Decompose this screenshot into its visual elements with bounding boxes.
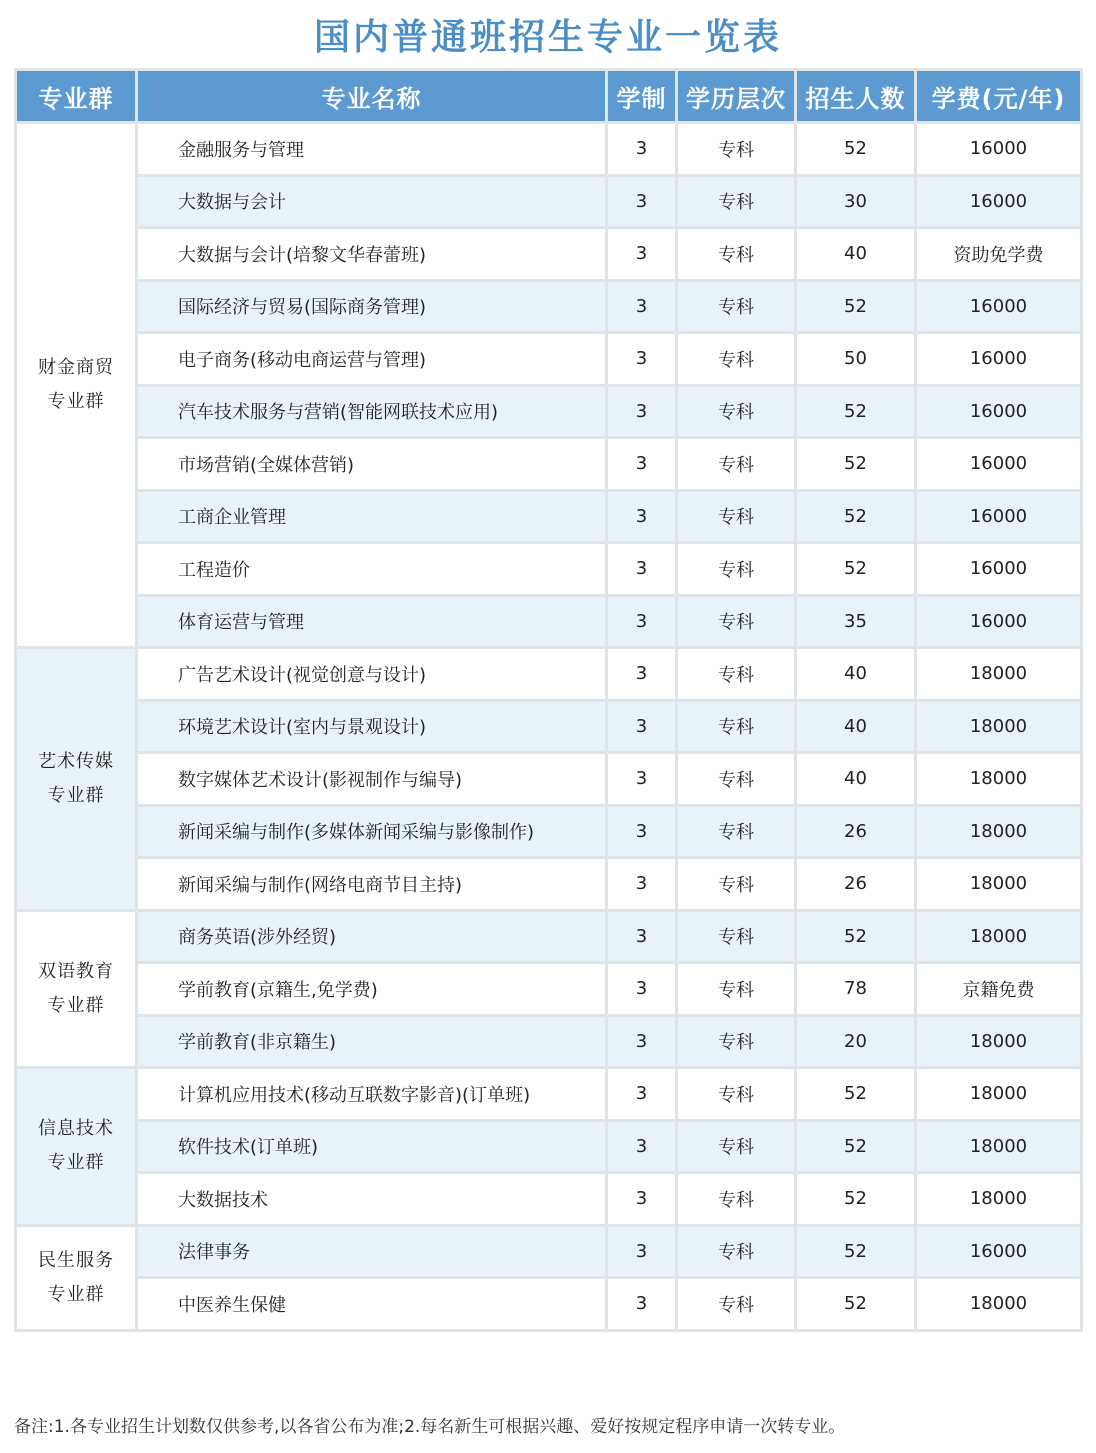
tuition-cell: 16000 — [916, 175, 1082, 228]
level-cell: 专科 — [677, 123, 796, 176]
years-cell: 3 — [607, 1068, 677, 1121]
major-name-cell: 汽车技术服务与营销(智能网联技术应用) — [137, 385, 607, 438]
group-name-line: 民生服务 — [38, 1249, 114, 1271]
column-header-tuition: 学费(元/年) — [916, 70, 1082, 123]
group-name-line: 专业群 — [47, 994, 105, 1016]
group-name-line: 专业群 — [47, 784, 105, 806]
level-cell: 专科 — [677, 753, 796, 806]
major-name-cell: 工商企业管理 — [137, 490, 607, 543]
level-cell: 专科 — [677, 1068, 796, 1121]
tuition-cell: 18000 — [916, 910, 1082, 963]
tuition-cell: 资助免学费 — [916, 228, 1082, 281]
enrollment-cell: 20 — [796, 1015, 916, 1068]
years-cell: 3 — [607, 910, 677, 963]
tuition-cell: 18000 — [916, 1278, 1082, 1331]
years-cell: 3 — [607, 1173, 677, 1226]
table-row — [16, 753, 1082, 806]
years-cell: 3 — [607, 438, 677, 491]
level-cell: 专科 — [677, 1225, 796, 1278]
tuition-cell: 18000 — [916, 1120, 1082, 1173]
tuition-cell: 16000 — [916, 1225, 1082, 1278]
table-row — [16, 175, 1082, 228]
level-cell: 专科 — [677, 805, 796, 858]
enrollment-cell: 52 — [796, 543, 916, 596]
footnote: 备注:1.各专业招生计划数仅供参考,以各省公布为准;2.每名新生可根据兴趣、爱好按规定程序申请一次转专业。 — [14, 1417, 846, 1437]
table-row — [16, 648, 1082, 701]
table-row — [16, 1225, 1082, 1278]
group-name-line: 财金商贸 — [38, 357, 114, 378]
enrollment-cell: 52 — [796, 1068, 916, 1121]
major-name-cell: 电子商务(移动电商运营与管理) — [137, 333, 607, 386]
years-cell: 3 — [607, 1120, 677, 1173]
level-cell: 专科 — [677, 700, 796, 753]
major-name-cell: 数字媒体艺术设计(影视制作与编导) — [137, 753, 607, 806]
level-cell: 专科 — [677, 228, 796, 281]
group-name-line: 信息技术 — [38, 1118, 114, 1140]
group-name-line: 专业群 — [47, 1152, 105, 1174]
level-cell: 专科 — [677, 1120, 796, 1173]
column-header-major-name: 专业名称 — [137, 70, 607, 123]
level-cell: 专科 — [677, 438, 796, 491]
table-row — [16, 595, 1082, 648]
group-name-line: 艺术传媒 — [38, 750, 114, 772]
major-name-cell: 新闻采编与制作(网络电商节目主持) — [137, 858, 607, 911]
years-cell: 3 — [607, 543, 677, 596]
table-row — [16, 385, 1082, 438]
level-cell: 专科 — [677, 1173, 796, 1226]
major-name-cell: 学前教育(京籍生,免学费) — [137, 963, 607, 1016]
table-row — [16, 1068, 1082, 1121]
enrollment-cell: 26 — [796, 805, 916, 858]
years-cell: 3 — [607, 753, 677, 806]
tuition-cell: 16000 — [916, 490, 1082, 543]
enrollment-cell: 52 — [796, 490, 916, 543]
page-title: 国内普通班招生专业一览表 — [313, 17, 782, 58]
group-cell — [16, 1225, 137, 1330]
column-header-enrollment: 招生人数 — [796, 70, 916, 123]
major-name-cell: 大数据技术 — [137, 1173, 607, 1226]
major-name-cell: 市场营销(全媒体营销) — [137, 438, 607, 491]
tuition-cell: 18000 — [916, 1068, 1082, 1121]
years-cell: 3 — [607, 385, 677, 438]
enrollment-cell: 78 — [796, 963, 916, 1016]
enrollment-cell: 52 — [796, 1225, 916, 1278]
years-cell: 3 — [607, 175, 677, 228]
table-row — [16, 333, 1082, 386]
major-name-cell: 大数据与会计(培黎文华春蕾班) — [137, 228, 607, 281]
enrollment-cell: 52 — [796, 910, 916, 963]
level-cell: 专科 — [677, 595, 796, 648]
column-header-group: 专业群 — [16, 70, 137, 123]
table-row — [16, 1173, 1082, 1226]
table-row — [16, 858, 1082, 911]
level-cell: 专科 — [677, 333, 796, 386]
level-cell: 专科 — [677, 1015, 796, 1068]
table-row — [16, 1015, 1082, 1068]
tuition-cell: 18000 — [916, 648, 1082, 701]
level-cell: 专科 — [677, 280, 796, 333]
years-cell: 3 — [607, 858, 677, 911]
column-header-years: 学制 — [607, 70, 677, 123]
major-name-cell: 环境艺术设计(室内与景观设计) — [137, 700, 607, 753]
enrollment-cell: 40 — [796, 700, 916, 753]
table-row — [16, 700, 1082, 753]
group-cell — [16, 648, 137, 911]
major-name-cell: 法律事务 — [137, 1225, 607, 1278]
level-cell: 专科 — [677, 385, 796, 438]
table-row — [16, 910, 1082, 963]
years-cell: 3 — [607, 333, 677, 386]
years-cell: 3 — [607, 123, 677, 176]
group-cell — [16, 123, 137, 648]
major-name-cell: 新闻采编与制作(多媒体新闻采编与影像制作) — [137, 805, 607, 858]
tuition-cell: 18000 — [916, 858, 1082, 911]
enrollment-cell: 40 — [796, 648, 916, 701]
major-name-cell: 广告艺术设计(视觉创意与设计) — [137, 648, 607, 701]
years-cell: 3 — [607, 1225, 677, 1278]
years-cell: 3 — [607, 963, 677, 1016]
level-cell: 专科 — [677, 963, 796, 1016]
table-row — [16, 543, 1082, 596]
table-row — [16, 228, 1082, 281]
tuition-cell: 18000 — [916, 1173, 1082, 1226]
tuition-cell: 18000 — [916, 753, 1082, 806]
level-cell: 专科 — [677, 1278, 796, 1331]
majors-table — [14, 68, 1083, 1332]
years-cell: 3 — [607, 490, 677, 543]
tuition-cell: 16000 — [916, 385, 1082, 438]
table-row — [16, 805, 1082, 858]
enrollment-cell: 26 — [796, 858, 916, 911]
major-name-cell: 国际经济与贸易(国际商务管理) — [137, 280, 607, 333]
years-cell: 3 — [607, 1015, 677, 1068]
table-row — [16, 1278, 1082, 1331]
enrollment-cell: 50 — [796, 333, 916, 386]
tuition-cell: 18000 — [916, 805, 1082, 858]
major-name-cell: 工程造价 — [137, 543, 607, 596]
level-cell: 专科 — [677, 910, 796, 963]
enrollment-cell: 52 — [796, 1278, 916, 1331]
tuition-cell: 18000 — [916, 700, 1082, 753]
table-row — [16, 490, 1082, 543]
tuition-cell: 16000 — [916, 543, 1082, 596]
level-cell: 专科 — [677, 543, 796, 596]
column-header-level: 学历层次 — [677, 70, 796, 123]
enrollment-cell: 52 — [796, 1120, 916, 1173]
enrollment-cell: 30 — [796, 175, 916, 228]
tuition-cell: 16000 — [916, 123, 1082, 176]
major-name-cell: 中医养生保健 — [137, 1278, 607, 1331]
years-cell: 3 — [607, 1278, 677, 1331]
table-row — [16, 438, 1082, 491]
enrollment-cell: 52 — [796, 1173, 916, 1226]
table-row — [16, 123, 1082, 176]
tuition-cell: 16000 — [916, 595, 1082, 648]
years-cell: 3 — [607, 648, 677, 701]
enrollment-cell: 52 — [796, 280, 916, 333]
enrollment-cell: 52 — [796, 438, 916, 491]
group-cell — [16, 1068, 137, 1226]
group-name-line: 专业群 — [47, 1283, 105, 1305]
table-body — [16, 123, 1082, 1331]
enrollment-cell: 52 — [796, 123, 916, 176]
tuition-cell: 16000 — [916, 280, 1082, 333]
tuition-cell: 16000 — [916, 438, 1082, 491]
group-name-line: 专业群 — [47, 391, 105, 412]
level-cell: 专科 — [677, 648, 796, 701]
table-row — [16, 280, 1082, 333]
table-row — [16, 1120, 1082, 1173]
enrollment-cell: 52 — [796, 385, 916, 438]
tuition-cell: 京籍免费 — [916, 963, 1082, 1016]
level-cell: 专科 — [677, 490, 796, 543]
group-cell — [16, 910, 137, 1068]
tuition-cell: 16000 — [916, 333, 1082, 386]
major-name-cell: 学前教育(非京籍生) — [137, 1015, 607, 1068]
major-name-cell: 大数据与会计 — [137, 175, 607, 228]
years-cell: 3 — [607, 700, 677, 753]
major-name-cell: 金融服务与管理 — [137, 123, 607, 176]
group-name-line: 双语教育 — [38, 960, 114, 982]
major-name-cell: 软件技术(订单班) — [137, 1120, 607, 1173]
enrollment-cell: 40 — [796, 753, 916, 806]
level-cell: 专科 — [677, 858, 796, 911]
years-cell: 3 — [607, 280, 677, 333]
tuition-cell: 18000 — [916, 1015, 1082, 1068]
level-cell: 专科 — [677, 175, 796, 228]
major-name-cell: 计算机应用技术(移动互联数字影音)(订单班) — [137, 1068, 607, 1121]
years-cell: 3 — [607, 805, 677, 858]
years-cell: 3 — [607, 228, 677, 281]
major-name-cell: 体育运营与管理 — [137, 595, 607, 648]
enrollment-cell: 35 — [796, 595, 916, 648]
major-name-cell: 商务英语(涉外经贸) — [137, 910, 607, 963]
table-row — [16, 963, 1082, 1016]
table-header-row — [16, 70, 1082, 123]
enrollment-cell: 40 — [796, 228, 916, 281]
years-cell: 3 — [607, 595, 677, 648]
